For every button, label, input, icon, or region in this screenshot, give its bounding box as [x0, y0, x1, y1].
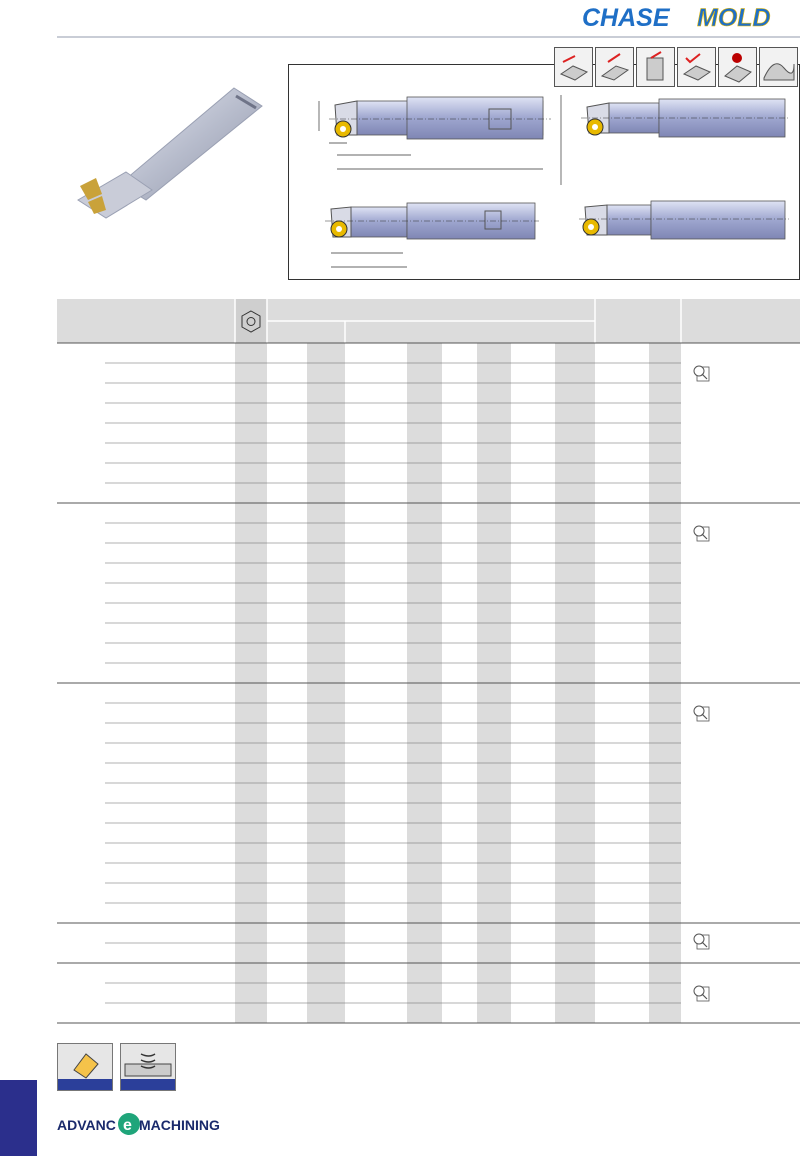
logo-letter: e: [123, 1117, 132, 1134]
screw-icon-tile: [120, 1043, 176, 1091]
tool-dimension-drawings: [289, 65, 799, 279]
chasemold-logo: [580, 2, 800, 30]
pocketing-icon: [677, 47, 716, 87]
product-photo: [66, 82, 276, 222]
product-table: [57, 299, 800, 1037]
technical-drawing: [288, 64, 800, 280]
spring-screw-icon: [121, 1044, 175, 1080]
drawing-screw-shank-short: [325, 203, 539, 267]
shoulder-milling-icon: [636, 47, 675, 87]
drawing-cylindrical-shank-long: [581, 99, 789, 137]
drawing-cylindrical-shank-short: [579, 201, 789, 239]
drawing-screw-shank-long: [319, 95, 561, 185]
screw-icon-bar: [121, 1079, 175, 1090]
plunging-icon: [718, 47, 757, 87]
insert-icon-tile: [57, 1043, 113, 1091]
contouring-icon: [759, 47, 798, 87]
header-divider: [57, 36, 800, 38]
brand-text-part1: CHASE: [582, 4, 670, 30]
advance-machining-logo: [57, 1112, 229, 1136]
brand-text-part2: MOLD: [697, 4, 771, 30]
section-side-tab: [0, 1080, 37, 1156]
header-insert-col: [235, 299, 267, 343]
insert-icon: [58, 1044, 112, 1080]
face-milling-icon: [554, 47, 593, 87]
logo-text-part1: ADVANC: [57, 1117, 116, 1133]
insert-icon-bar: [58, 1079, 112, 1090]
logo-text-part2: MACHINING: [139, 1117, 220, 1133]
slotting-icon: [595, 47, 634, 87]
